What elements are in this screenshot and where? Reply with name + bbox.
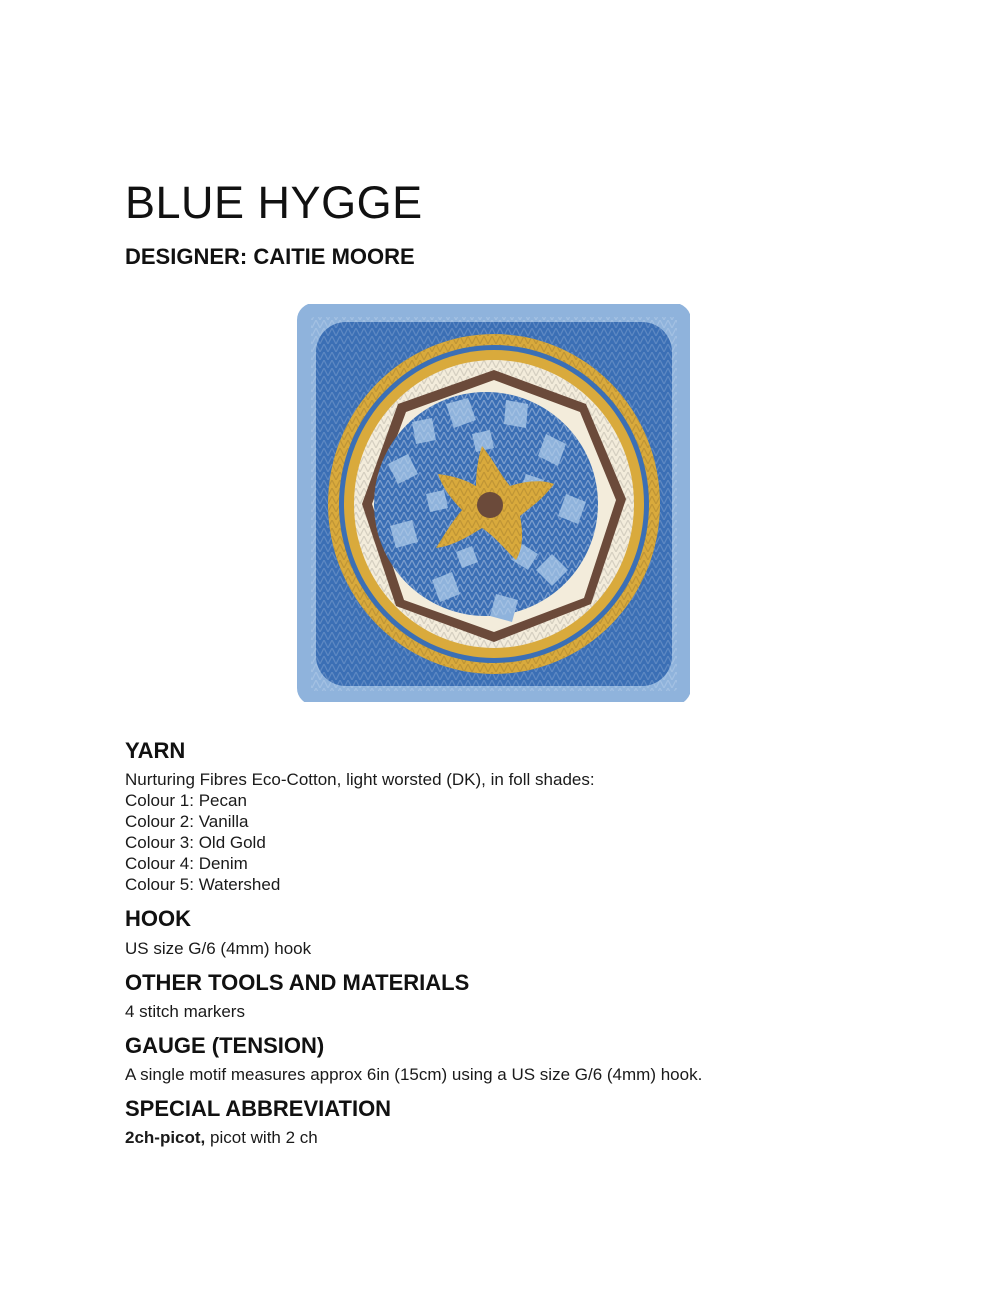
pattern-details — [125, 738, 885, 1159]
designer-credit: DESIGNER: CAITIE MOORE — [125, 244, 415, 269]
yarn-colour-3: Colour 3: Old Gold — [125, 833, 266, 853]
gauge-heading: GAUGE (TENSION) — [125, 1032, 325, 1058]
abbreviation-heading: SPECIAL ABBREVIATION — [125, 1096, 392, 1122]
yarn-colour-4: Colour 4: Denim — [125, 854, 248, 874]
crochet-motif-illustration — [296, 304, 690, 702]
yarn-colour-5: Colour 5: Watershed — [125, 875, 281, 895]
yarn-description: Nurturing Fibres Eco-Cotton, light worsted (DK), in foll shades: — [125, 770, 595, 790]
yarn-colour-2: Colour 2: Vanilla — [125, 812, 249, 832]
tools-heading: OTHER TOOLS AND MATERIALS — [125, 969, 470, 995]
abbreviation-term: 2ch-picot, — [125, 1128, 206, 1148]
tools-section — [125, 970, 885, 1022]
abbreviation-entry — [125, 1127, 885, 1148]
tools-text: 4 stitch markers — [125, 1001, 245, 1021]
pattern-title: BLUE HYGGE — [125, 177, 423, 228]
hook-heading: HOOK — [125, 906, 191, 932]
gauge-section — [125, 1033, 885, 1085]
yarn-section — [125, 738, 885, 895]
hook-section — [125, 906, 885, 958]
hook-text: US size G/6 (4mm) hook — [125, 938, 312, 958]
granny-square-photo — [296, 304, 690, 702]
yarn-heading: YARN — [125, 738, 186, 763]
pecan-center — [477, 492, 503, 518]
yarn-details — [125, 769, 885, 895]
gauge-text: A single motif measures approx 6in (15cm) using a US size G/6 (4mm) hook. — [125, 1065, 703, 1085]
yarn-colour-1: Colour 1: Pecan — [125, 791, 247, 811]
abbreviation-section — [125, 1096, 885, 1148]
abbreviation-definition: picot with 2 ch — [205, 1128, 318, 1148]
